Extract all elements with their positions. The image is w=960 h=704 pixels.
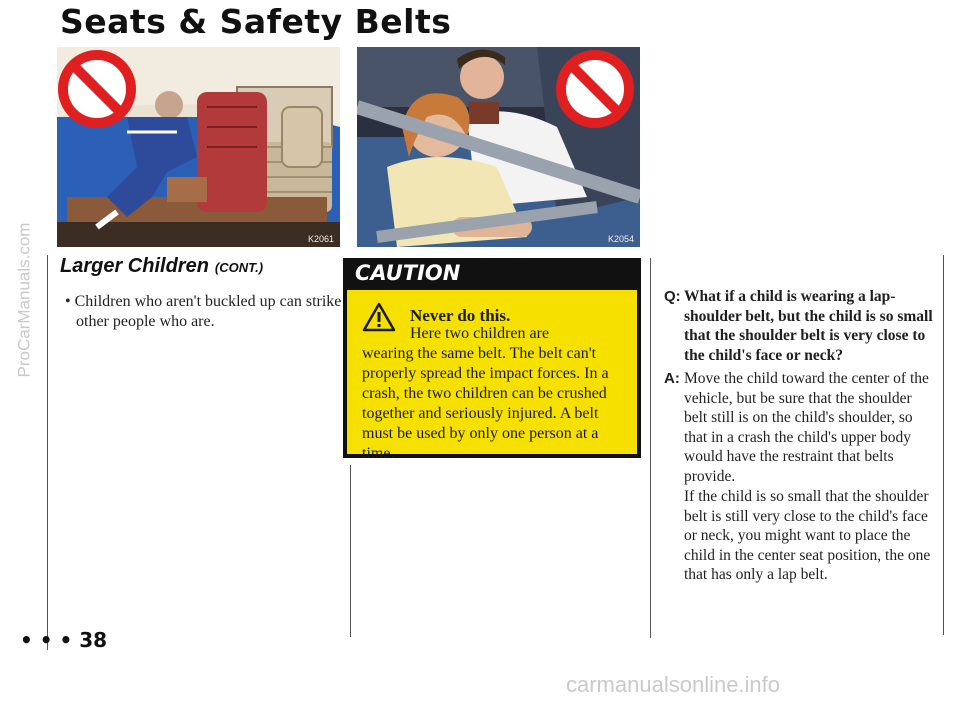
photo-shared-belt-illustration (357, 47, 640, 247)
answer-label: A: (664, 370, 680, 387)
side-watermark (4, 90, 44, 510)
side-watermark-text: ProCarManuals.com (14, 222, 34, 378)
answer-text-1: Move the child toward the center of the vehicle, but be sure that the shoulder belt still is on the child's shoulder, so that in a crash the child's upper body would have the restraint that belts provide. (684, 370, 929, 485)
caution-first-line: Here two children are (410, 325, 550, 342)
bullet-item: • Children who aren't buckled up can strike other people who are. (65, 293, 342, 330)
photo-unbuckled-child (57, 47, 340, 247)
column-rule-middle (350, 465, 351, 637)
answer-block (664, 369, 936, 486)
page-title: Seats & Safety Belts (60, 2, 452, 41)
photo-shared-belt (357, 47, 640, 247)
photo-code: K2054 (607, 234, 634, 244)
page-number: • • • 38 (20, 628, 108, 652)
question-text: What if a child is wearing a lap-shoulder belt, but the child is so small that the shoulder belt is very close to the child's face or neck? (684, 288, 933, 364)
photo-unbuckled-child-illustration (57, 47, 340, 247)
footer-watermark: carmanualsonline.info (566, 672, 781, 697)
warning-triangle-icon (362, 302, 396, 332)
question-label: Q: (664, 288, 681, 305)
answer-text-2: If the child is so small that the shoulder belt is still very close to the child's face or neck, you might want to place the child in the center seat position, the one that has only a lap belt. (684, 488, 931, 583)
caution-box (343, 258, 641, 462)
answer-block-2 (664, 487, 936, 585)
caution-body (347, 290, 637, 462)
photo-code: K2061 (307, 234, 334, 244)
caution-title: Never do this. (410, 306, 511, 325)
section-heading-cont: (CONT.) (214, 260, 264, 275)
column-rule-right (650, 258, 651, 638)
column-rule-far-right (943, 255, 944, 635)
section-heading-text: Larger Children (60, 255, 209, 277)
section-heading (60, 255, 263, 278)
question-block (664, 287, 936, 365)
column-rule-left (47, 255, 48, 650)
caution-label: CAUTION (355, 261, 461, 285)
caution-text: wearing the same belt. The belt can't properly spread the impact forces. In a crash, the two children can be crushed together and seriously injured. A belt must be used by only one person at a time. (362, 345, 609, 462)
